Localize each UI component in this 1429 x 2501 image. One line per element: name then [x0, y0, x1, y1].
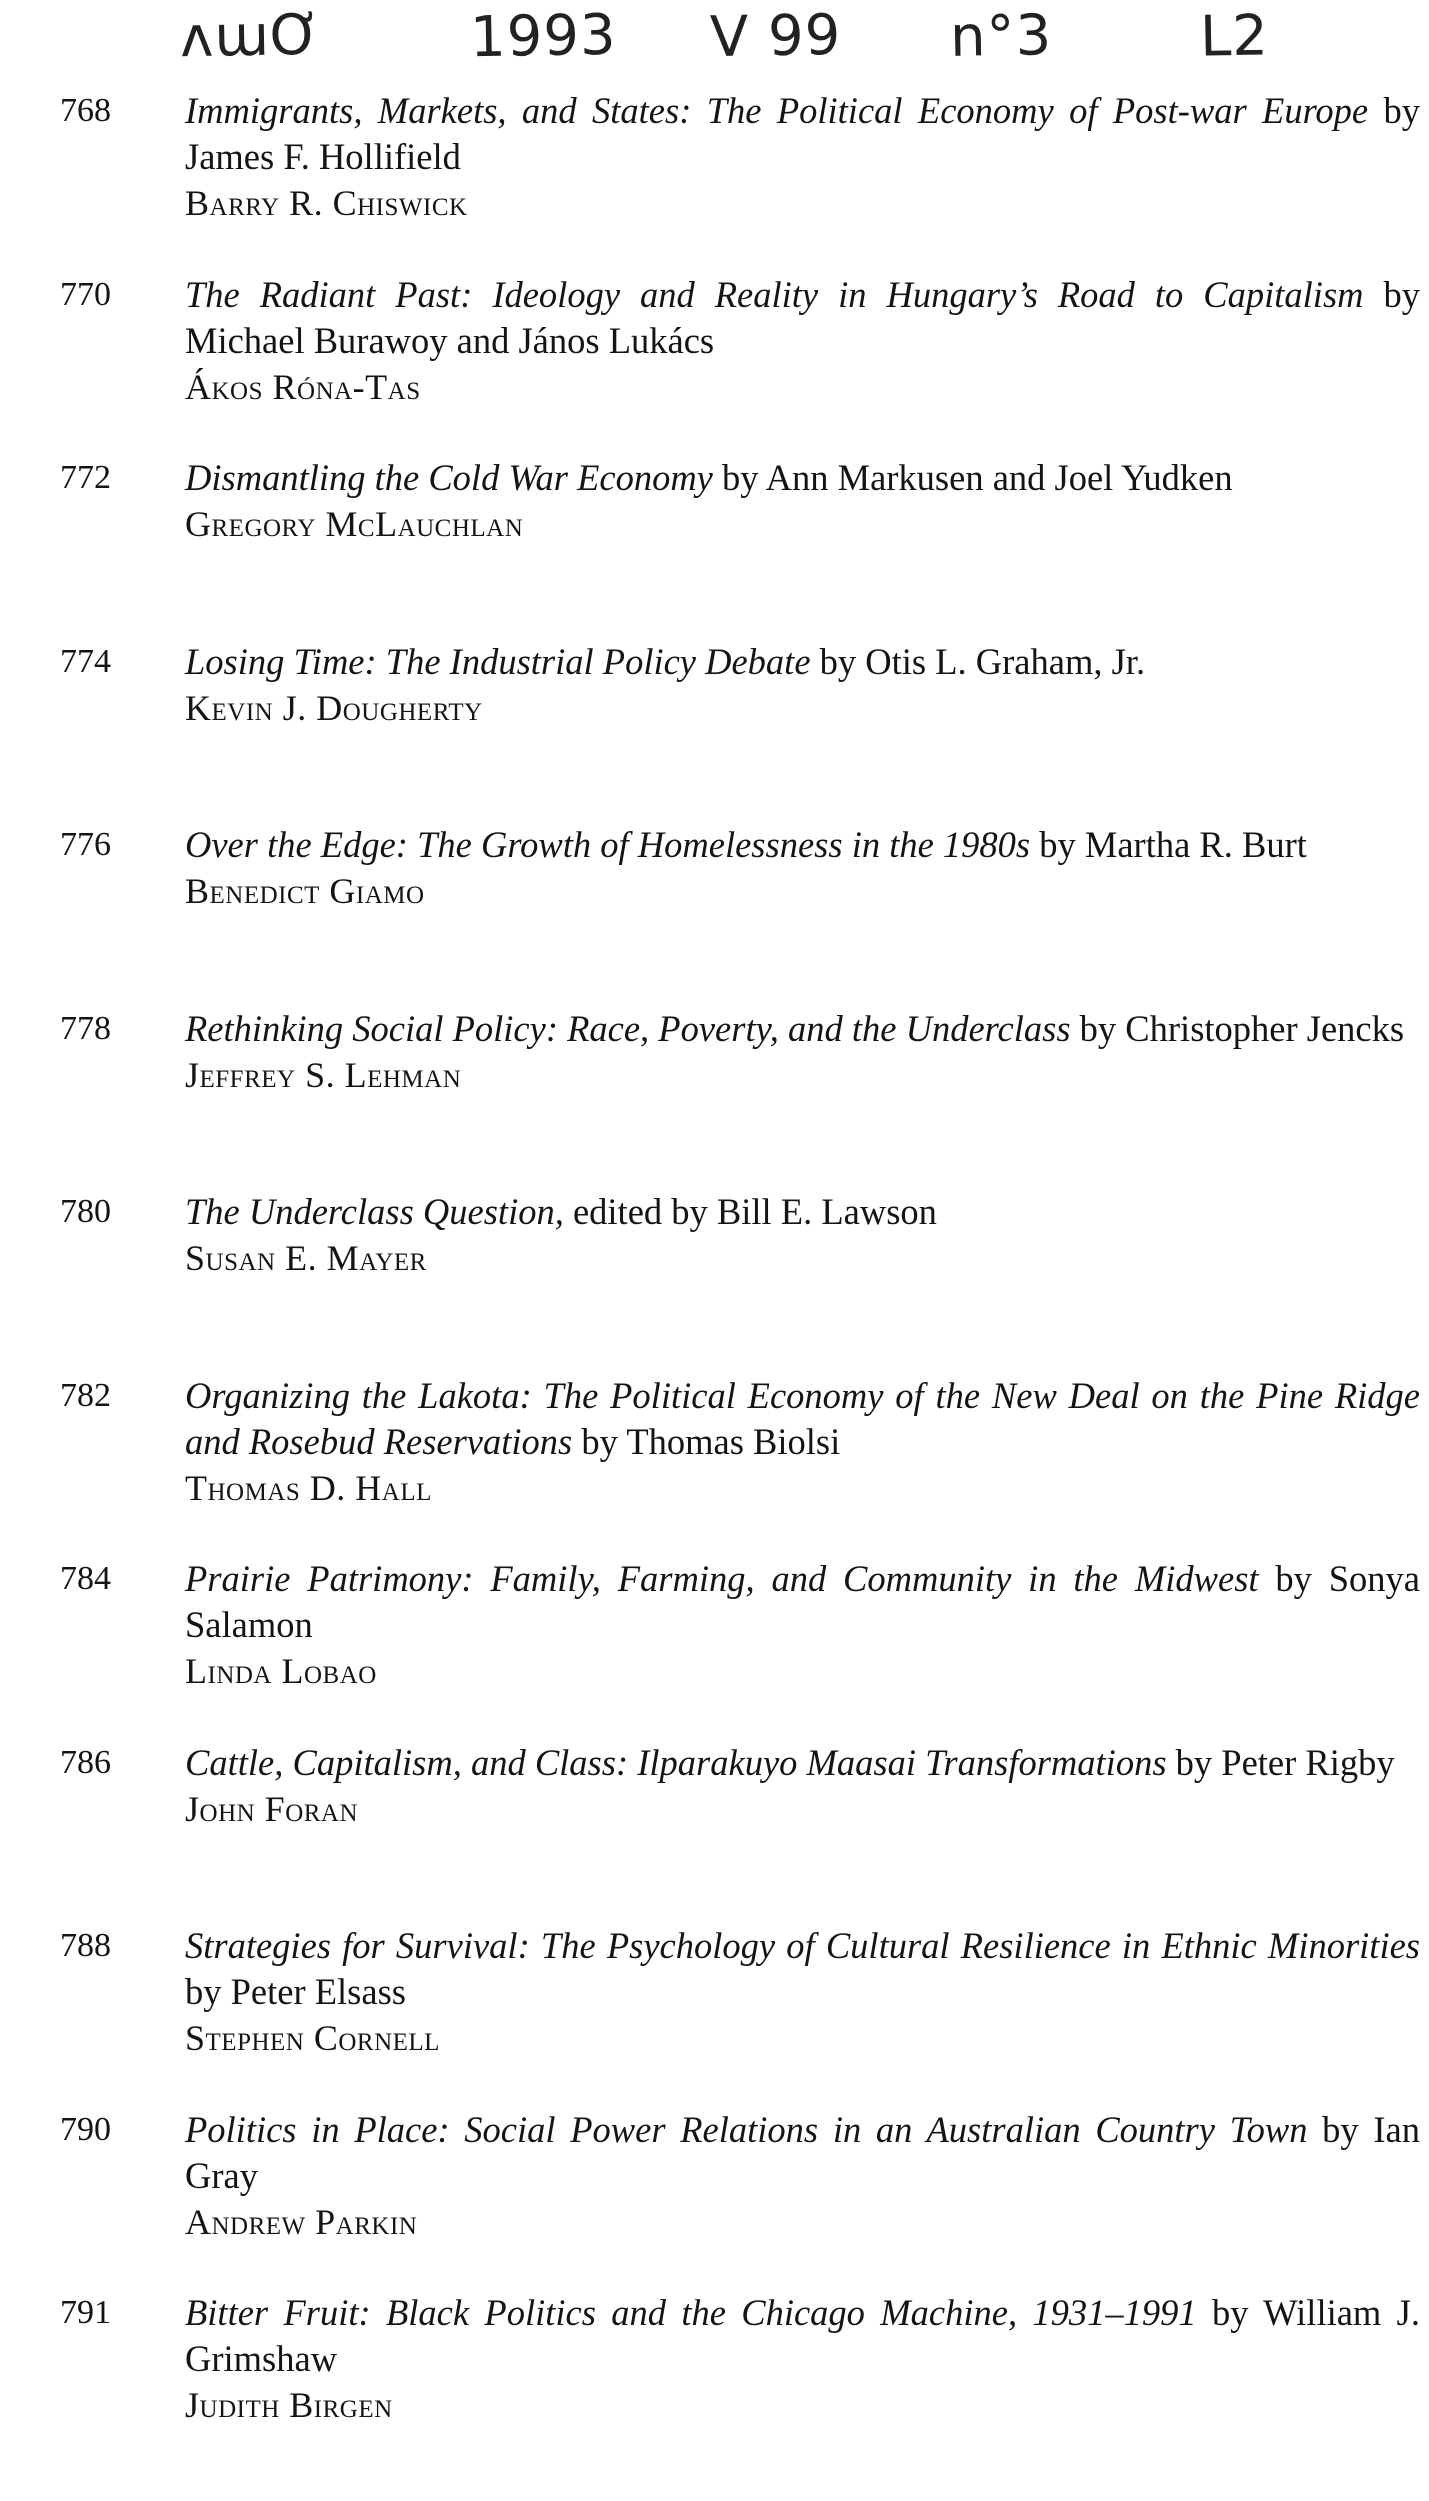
book-author: by Thomas Biolsi	[572, 1420, 841, 1462]
review-citation	[185, 1556, 1420, 1694]
book-author: by Peter Elsass	[185, 1971, 406, 2012]
book-author: by Michael Burawoy and János Lukács	[185, 273, 1421, 361]
book-title: Organizing the Lakota: The Political Economy of the New Deal on the Pine Ridge and Rosebud Reservations	[185, 1374, 1420, 1462]
book-author: by Otis L. Graham, Jr.	[810, 640, 1146, 682]
handwritten-mark-1: ʌɯƠ	[179, 2, 323, 71]
reviewer-name: Jeffrey S. Lehman	[185, 1054, 462, 1095]
review-citation	[185, 272, 1420, 410]
page-number: 788	[60, 1927, 111, 1964]
reviewer-name: Andrew Parkin	[185, 2201, 418, 2242]
reviewer-name: Ákos Róna-Tas	[185, 366, 421, 407]
review-entry	[60, 1189, 1360, 1373]
review-list	[60, 88, 1421, 2474]
review-citation	[185, 1006, 1420, 1098]
reviewer-name: Linda Lobao	[185, 1651, 377, 1691]
page-number: 772	[60, 459, 111, 496]
book-title: Immigrants, Markets, and States: The Political Economy of Post-war Europe	[185, 90, 1369, 131]
review-entry	[60, 88, 1420, 272]
book-title: Strategies for Survival: The Psychology of Cultural Resilience in Ethnic Minorities	[185, 1925, 1420, 1966]
reviewer-name: Gregory McLauchlan	[185, 504, 524, 544]
book-author: by Martha R. Burt	[1030, 824, 1307, 865]
book-title: Rethinking Social Policy: Race, Poverty, and the Underclass	[185, 1007, 1071, 1049]
review-entry	[60, 1556, 1420, 1740]
review-citation	[185, 1740, 1420, 1832]
handwritten-year: 1993	[469, 2, 618, 71]
book-author: by Christopher Jencks	[1070, 1007, 1405, 1049]
handwritten-volume: V 99	[709, 2, 842, 71]
handwritten-mark-5: L2	[1199, 3, 1270, 70]
page-number: 784	[60, 1560, 111, 1597]
reviewer-name: Susan E. Mayer	[185, 1238, 427, 1278]
book-title: Prairie Patrimony: Family, Farming, and Community in the Midwest	[185, 1558, 1259, 1599]
review-entry	[60, 455, 1360, 639]
page-number: 790	[60, 2110, 111, 2148]
book-author: by Ann Markusen and Joel Yudken	[712, 457, 1233, 498]
book-title: Politics in Place: Social Power Relations in an Australian Country Town	[185, 2108, 1308, 2150]
book-title: Bitter Fruit: Black Politics and the Chicago Machine, 1931–1991	[185, 2292, 1197, 2333]
reviewer-name: Judith Birgen	[185, 2385, 393, 2425]
page-number: 768	[60, 92, 111, 129]
page-number: 791	[60, 2294, 111, 2331]
page-number: 786	[60, 1743, 111, 1781]
review-citation	[185, 2290, 1420, 2428]
book-author: edited by Bill E. Lawson	[563, 1191, 937, 1232]
reviewer-name: Stephen Cornell	[185, 2018, 440, 2058]
book-author: by James F. Hollifield	[185, 90, 1420, 177]
review-entry	[60, 1923, 1420, 2107]
book-author: by William J. Grimshaw	[185, 2292, 1420, 2379]
page-number: 770	[60, 275, 111, 313]
book-title: Over the Edge: The Growth of Homelessness in the 1980s	[185, 824, 1031, 865]
reviewer-name: Thomas D. Hall	[185, 1467, 432, 1508]
book-title: The Underclass Question,	[185, 1191, 564, 1232]
reviewer-name: Kevin J. Dougherty	[185, 687, 483, 728]
page-number: 774	[60, 642, 111, 680]
page-number: 782	[60, 1376, 111, 1414]
review-citation	[185, 1189, 1420, 1281]
book-author: by Sonya Salamon	[185, 1558, 1420, 1645]
review-entry	[60, 1006, 1405, 1190]
page-number: 776	[60, 826, 111, 863]
review-citation	[185, 455, 1420, 547]
review-entry	[60, 2107, 1420, 2291]
reviewer-name: Benedict Giamo	[185, 871, 425, 911]
book-title: Cattle, Capitalism, and Class: Ilparakuyo Maasai Transformations	[185, 1741, 1167, 1783]
page-number: 778	[60, 1009, 111, 1047]
review-citation	[185, 88, 1420, 226]
review-entry	[60, 822, 1360, 1006]
reviewer-name: John Foran	[185, 1788, 359, 1829]
book-title: The Radiant Past: Ideology and Reality in Hungary’s Road to Capitalism	[185, 273, 1364, 315]
handwritten-number: n°3	[949, 3, 1053, 70]
book-author: by Ian Gray	[185, 2108, 1420, 2196]
book-author: by Peter Rigby	[1166, 1741, 1395, 1783]
review-entry	[60, 1373, 1420, 1557]
handwritten-catalog-note	[180, 4, 1380, 70]
page-number: 780	[60, 1193, 111, 1230]
review-entry	[60, 639, 1360, 823]
review-citation	[185, 1923, 1420, 2061]
review-citation	[185, 822, 1420, 914]
book-title: Losing Time: The Industrial Policy Debate	[185, 640, 811, 682]
review-entry	[60, 272, 1421, 456]
review-citation	[185, 2107, 1420, 2245]
review-citation	[185, 639, 1420, 731]
review-entry	[60, 2290, 1420, 2474]
review-citation	[185, 1373, 1420, 1511]
review-entry	[60, 1740, 1395, 1924]
reviewer-name: Barry R. Chiswick	[185, 183, 468, 223]
book-title: Dismantling the Cold War Economy	[185, 457, 713, 498]
